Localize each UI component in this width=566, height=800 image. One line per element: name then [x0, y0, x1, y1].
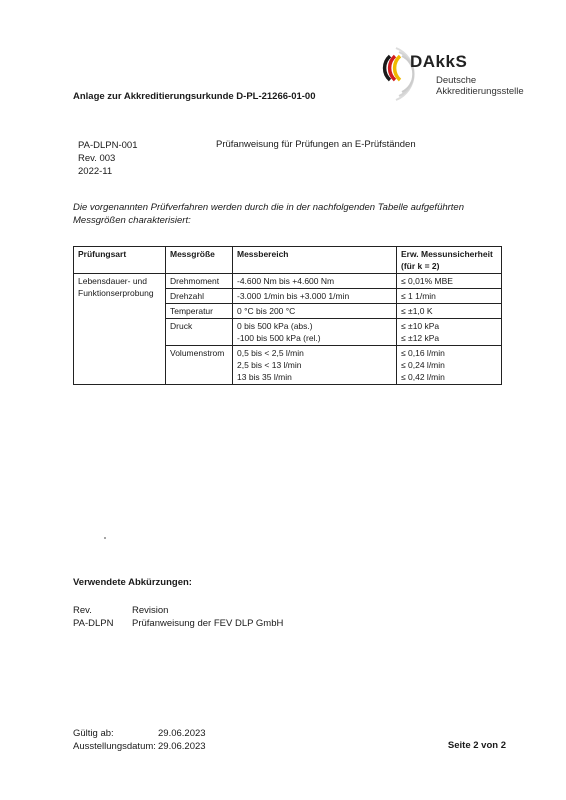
table-header-row [74, 247, 502, 274]
logo-subtitle-1: Deutsche [436, 75, 477, 86]
uncertainty-line: ≤ 0,24 l/min [401, 360, 445, 370]
header-quantity: Messgröße [166, 247, 233, 274]
document-ident [78, 139, 138, 178]
measurement-table [73, 246, 502, 385]
header-range: Messbereich [233, 247, 397, 274]
abbreviation-value: Prüfanweisung der FEV DLP GmbH [132, 618, 284, 629]
uncertainty-line: ≤ ±12 kPa [401, 333, 440, 343]
uncertainty-line: ≤ 0,42 l/min [401, 372, 445, 382]
cell-quantity: Volumenstrom [166, 346, 233, 385]
dakks-logo [376, 44, 546, 104]
cell-uncertainty: ≤ 0,01% MBE [397, 274, 502, 289]
document-revision: Rev. 003 [78, 153, 116, 164]
valid-from-value: 29.06.2023 [158, 728, 206, 739]
cell-range: -4.600 Nm bis +4.600 Nm [233, 274, 397, 289]
cell-range [233, 346, 397, 385]
cell-quantity: Drehmoment [166, 274, 233, 289]
cell-uncertainty: ≤ 1 1/min [397, 289, 502, 304]
document-code: PA-DLPN-001 [78, 140, 138, 151]
scan-dot [104, 537, 106, 539]
document-header: Anlage zur Akkreditierungsurkunde D-PL-21266-01-00 [73, 91, 316, 102]
abbreviation-value: Revision [132, 605, 169, 616]
cell-quantity: Druck [166, 319, 233, 346]
abbreviation-key: Rev. [73, 605, 92, 616]
range-line: 13 bis 35 l/min [237, 372, 292, 382]
page-number: Seite 2 von 2 [447, 740, 506, 751]
logo-name: DAkkS [410, 52, 468, 71]
header-test-type: Prüfungsart [74, 247, 166, 274]
abbreviations-title: Verwendete Abkürzungen: [73, 577, 192, 588]
header-uncertainty: Erw. Messunsicherheit (für k = 2) [397, 247, 502, 274]
cell-quantity: Drehzahl [166, 289, 233, 304]
cell-test-type: Lebensdauer- und Funktionserprobung [74, 274, 166, 385]
range-line: 2,5 bis < 13 l/min [237, 360, 302, 370]
uncertainty-line: ≤ 0,16 l/min [401, 348, 445, 358]
intro-text: Die vorgenannten Prüfverfahren werden durch die in der nachfolgenden Tabelle aufgeführten Messgrößen charakterisiert: [73, 202, 465, 226]
document-title: Prüfanweisung für Prüfungen an E-Prüfständen [216, 139, 416, 150]
uncertainty-line: ≤ ±10 kPa [401, 321, 440, 331]
range-line: 0,5 bis < 2,5 l/min [237, 348, 304, 358]
cell-uncertainty [397, 319, 502, 346]
document-date: 2022-11 [78, 166, 113, 177]
cell-range: 0 °C bis 200 °C [233, 304, 397, 319]
cell-range: -3.000 1/min bis +3.000 1/min [233, 289, 397, 304]
cell-uncertainty [397, 346, 502, 385]
abbreviation-key: PA-DLPN [73, 618, 114, 629]
range-line: -100 bis 500 kPa (rel.) [237, 333, 321, 343]
range-line: 0 bis 500 kPa (abs.) [237, 321, 313, 331]
valid-from-label: Gültig ab: [73, 728, 114, 739]
issue-date-label: Ausstellungsdatum: [73, 741, 156, 752]
cell-uncertainty: ≤ ±1,0 K [397, 304, 502, 319]
logo-subtitle-2: Akkreditierungsstelle [436, 86, 524, 97]
issue-date-value: 29.06.2023 [158, 741, 206, 752]
cell-quantity: Temperatur [166, 304, 233, 319]
cell-range [233, 319, 397, 346]
table-row [74, 274, 502, 289]
